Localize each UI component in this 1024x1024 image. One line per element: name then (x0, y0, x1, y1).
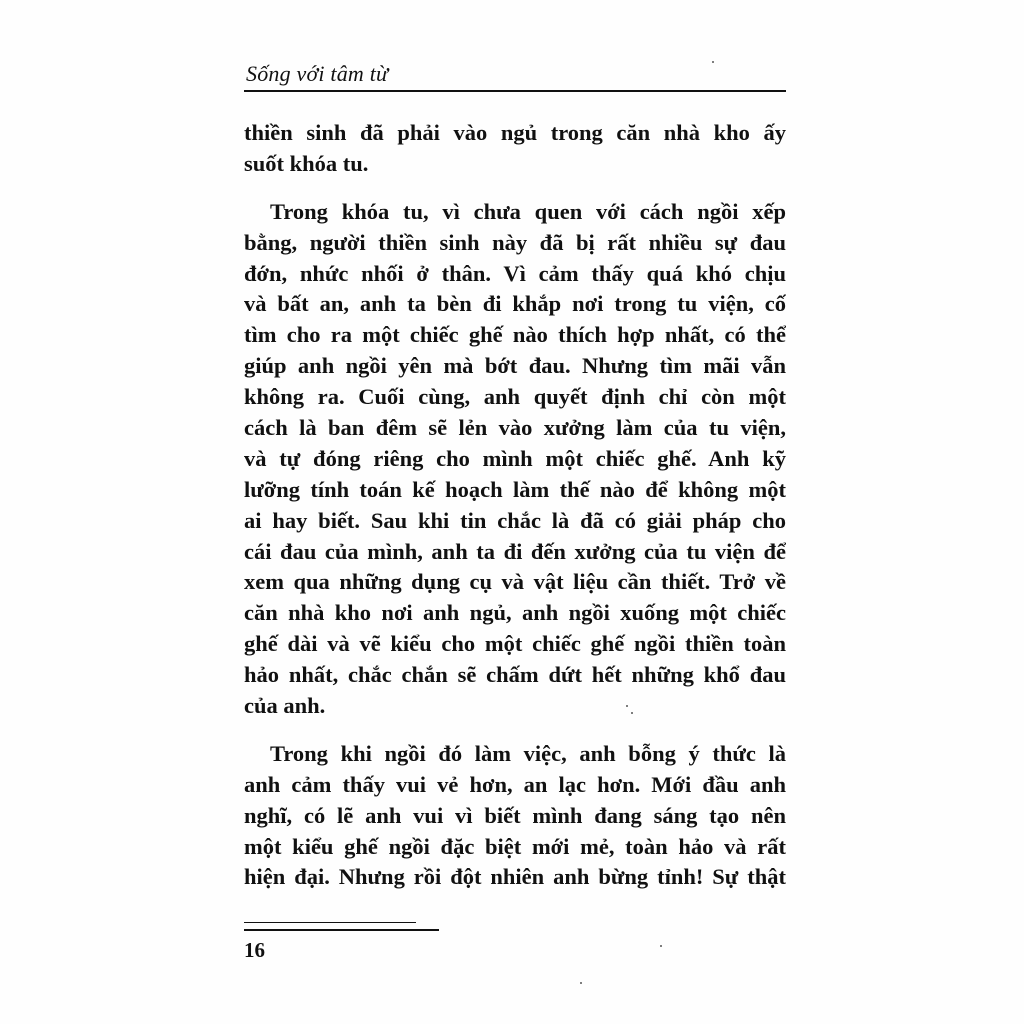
text-line: giúp anh ngồi yên mà bớt đau. Nhưng tìm mãi vẫn (244, 353, 786, 379)
text-line: xem qua những dụng cụ và vật liệu cần thiết. Trở về (244, 569, 786, 595)
text-line: cái đau của mình, anh ta đi đến xưởng của tu viện để (244, 538, 786, 564)
text-line: một kiểu ghế ngồi đặc biệt mới mẻ, toàn hảo và rất (244, 833, 786, 859)
body-text (244, 118, 786, 893)
text-line: ai hay biết. Sau khi tin chắc là đã có giải pháp cho (244, 507, 786, 533)
text-line: của anh. (244, 693, 326, 719)
text-line: hiện đại. Nhưng rồi đột nhiên anh bừng tỉnh! Sự thật (244, 864, 786, 890)
text-line: lưỡng tính toán kế hoạch làm thế nào để không một (244, 476, 786, 502)
text-line: cách là ban đêm sẽ lẻn vào xưởng làm của tu viện, (244, 415, 786, 441)
footer-rule (244, 929, 439, 931)
text-line: ghế dài và vẽ kiểu cho một chiếc ghế ngồi thiền toàn (244, 631, 786, 657)
scan-speck (626, 705, 628, 707)
text-line: suốt khóa tu. (244, 150, 369, 176)
scan-speck (712, 61, 714, 63)
header-rule (244, 90, 786, 92)
text-line: hảo nhất, chắc chắn sẽ chấm dứt hết những khổ đau (244, 662, 786, 688)
text-line: Trong khóa tu, vì chưa quen với cách ngồi xếp (270, 198, 786, 224)
text-line: Trong khi ngồi đó làm việc, anh bỗng ý thức là (270, 740, 786, 766)
text-line: tìm cho ra một chiếc ghế nào thích hợp nhất, có thể (244, 322, 786, 348)
text-line: đớn, nhức nhối ở thân. Vì cảm thấy quá khó chịu (244, 260, 786, 286)
running-title: Sống với tâm từ (246, 61, 389, 86)
scan-speck (580, 982, 582, 984)
text-line: nghĩ, có lẽ anh vui vì biết mình đang sáng tạo nên (244, 802, 786, 828)
text-line: và bất an, anh ta bèn đi khắp nơi trong tu viện, cố (244, 291, 786, 317)
text-line: căn nhà kho nơi anh ngủ, anh ngồi xuống một chiếc (244, 600, 786, 626)
footer-rule (244, 922, 416, 923)
paragraph-gap (244, 180, 786, 197)
text-line: không ra. Cuối cùng, anh quyết định chỉ còn một (244, 384, 786, 410)
text-line: anh cảm thấy vui vẻ hơn, an lạc hơn. Mới đầu anh (244, 771, 786, 797)
scan-speck (631, 712, 633, 714)
text-line: bằng, người thiền sinh này đã bị rất nhiều sự đau (244, 229, 786, 255)
scan-speck (660, 945, 662, 947)
paragraph-gap (244, 722, 786, 739)
text-line: thiền sinh đã phải vào ngủ trong căn nhà kho ấy (244, 120, 786, 145)
text-line: và tự đóng riêng cho mình một chiếc ghế. Anh kỹ (244, 445, 786, 471)
running-header (244, 58, 786, 92)
page-number: 16 (244, 938, 265, 962)
